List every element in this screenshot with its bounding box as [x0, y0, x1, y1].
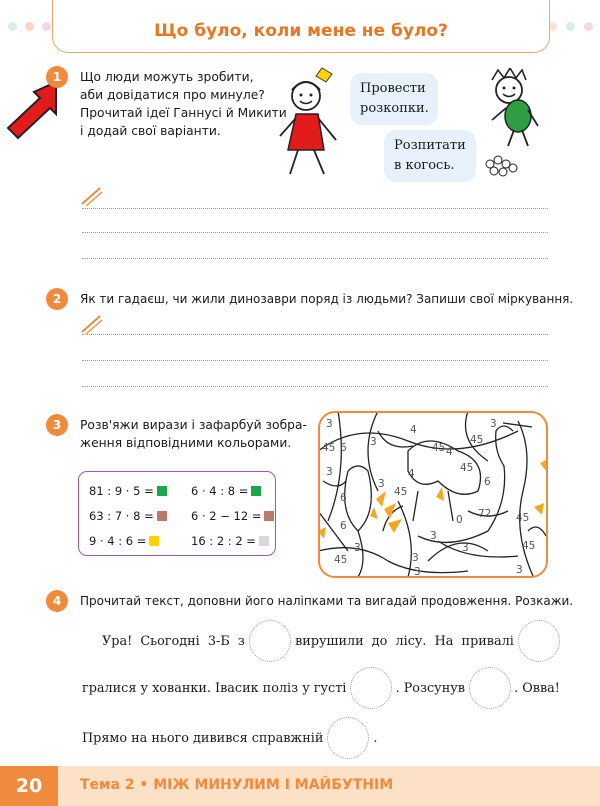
- dinosaur-coloring-picture[interactable]: [318, 411, 548, 578]
- story-line-3: [82, 716, 560, 760]
- page-number: 20: [0, 766, 58, 806]
- page-title: Що було, коли мене не було?: [154, 21, 448, 41]
- answer-line[interactable]: [82, 386, 548, 387]
- svg-text:45: 45: [460, 462, 474, 474]
- dot: [8, 22, 17, 31]
- story-text: .: [373, 730, 378, 746]
- task-number-1: 1: [46, 66, 68, 88]
- svg-text:3: 3: [378, 478, 385, 490]
- red-arrow-icon: [4, 78, 60, 140]
- bubble-line: Розпитати: [394, 138, 466, 153]
- color-swatch[interactable]: [259, 536, 269, 546]
- color-swatch[interactable]: [251, 486, 261, 496]
- bubble-line: розкопки.: [360, 101, 429, 116]
- task-1-line: і додай свої варіанти.: [80, 124, 221, 138]
- answer-line[interactable]: [82, 258, 548, 259]
- svg-text:3: 3: [490, 418, 497, 430]
- task-1-line: аби довідатися про минуле?: [80, 88, 265, 102]
- task-1-text: [80, 68, 287, 140]
- speech-bubble-2: [384, 130, 476, 182]
- story-text: вирушили до лісу. На привалі: [295, 633, 514, 649]
- dot: [566, 22, 575, 31]
- story-text: Прямо на нього дивився справжній: [82, 730, 324, 746]
- task-number-3: 3: [46, 414, 68, 436]
- svg-text:45: 45: [334, 554, 348, 566]
- svg-text:4: 4: [446, 446, 453, 458]
- bubble-line: в когось.: [394, 158, 455, 173]
- equation-text: 81 : 9 · 5 =: [89, 484, 154, 498]
- svg-text:6: 6: [340, 442, 347, 454]
- svg-text:45: 45: [322, 442, 336, 454]
- svg-text:3: 3: [326, 418, 333, 430]
- title-banner: [52, 0, 550, 53]
- boy-illustration: [478, 68, 548, 180]
- svg-text:3: 3: [462, 542, 469, 554]
- svg-text:4: 4: [408, 468, 415, 480]
- equation-text: 63 : 7 · 8 =: [89, 509, 154, 523]
- sticker-slot[interactable]: [518, 620, 560, 662]
- equation: [191, 484, 261, 498]
- svg-text:3: 3: [412, 552, 419, 564]
- task-1-line: Що люди можуть зробити,: [80, 70, 254, 84]
- equation: [191, 509, 274, 523]
- equation: [191, 534, 269, 548]
- svg-text:3: 3: [370, 436, 377, 448]
- svg-text:45: 45: [432, 442, 446, 454]
- color-swatch[interactable]: [149, 536, 159, 546]
- task-number-4: 4: [46, 590, 68, 612]
- svg-text:45: 45: [516, 512, 530, 524]
- svg-text:3: 3: [414, 566, 421, 578]
- sticker-slot[interactable]: [350, 667, 392, 709]
- speech-bubble-1: [350, 73, 438, 125]
- bubble-line: Провести: [360, 81, 426, 96]
- equation: [89, 509, 167, 523]
- svg-text:0: 0: [456, 514, 463, 526]
- svg-text:3: 3: [430, 530, 437, 542]
- color-swatch[interactable]: [264, 511, 274, 521]
- equation-text: 16 : 2 : 2 =: [191, 534, 256, 548]
- svg-text:3: 3: [326, 466, 333, 478]
- story-line-1: [82, 619, 560, 663]
- svg-text:3: 3: [354, 542, 361, 554]
- pencil-icon: [80, 184, 104, 206]
- story-text: Ура! Сьогодні 3-Б з: [102, 633, 245, 649]
- sticker-slot[interactable]: [249, 620, 291, 662]
- svg-text:3: 3: [516, 564, 523, 576]
- story-text: гралися у хованки. Івасик поліз у густі: [82, 680, 347, 696]
- girl-illustration: [276, 64, 346, 182]
- answer-line[interactable]: [82, 232, 548, 233]
- story-text: . Розсунув: [395, 680, 465, 696]
- task-number-2: 2: [46, 288, 68, 310]
- equation: [89, 534, 159, 548]
- task-4-text: Прочитай текст, доповни його наліпками та вигадай продовження. Розкажи.: [80, 594, 574, 608]
- dot: [25, 22, 34, 31]
- answer-line[interactable]: [82, 208, 548, 209]
- dot: [42, 22, 51, 31]
- color-swatch[interactable]: [157, 511, 167, 521]
- dot: [584, 22, 593, 31]
- equation: [89, 484, 167, 498]
- svg-text:45: 45: [470, 434, 484, 446]
- equation-text: 6 · 2 − 12 =: [191, 509, 262, 523]
- color-swatch[interactable]: [157, 486, 167, 496]
- story-line-2: [82, 666, 560, 710]
- equation-text: 9 · 4 : 6 =: [89, 534, 147, 548]
- svg-text:72: 72: [478, 508, 492, 520]
- svg-text:45: 45: [394, 486, 408, 498]
- story-text: . Овва!: [514, 680, 560, 696]
- svg-text:4: 4: [410, 424, 417, 436]
- footer-topic: Тема 2 • МІЖ МИНУЛИМ І МАЙБУТНІМ: [80, 777, 394, 793]
- svg-text:6: 6: [340, 520, 347, 532]
- answer-line[interactable]: [82, 360, 548, 361]
- task-2-text: Як ти гадаєш, чи жили динозаври поряд із людьми? Запиши свої міркування.: [80, 292, 574, 306]
- svg-text:45: 45: [522, 540, 536, 552]
- equation-text: 6 · 4 : 8 =: [191, 484, 249, 498]
- task-3-text: [80, 416, 307, 452]
- svg-text:6: 6: [340, 492, 347, 504]
- svg-text:6: 6: [484, 476, 491, 488]
- answer-line[interactable]: [82, 334, 548, 335]
- expressions-box: [78, 471, 276, 556]
- sticker-slot[interactable]: [327, 717, 369, 759]
- task-1-line: Прочитай ідеї Ганнусі й Микити: [80, 106, 287, 120]
- pencil-icon: [80, 312, 104, 334]
- sticker-slot[interactable]: [469, 667, 511, 709]
- task-3-line: Розв'яжи вирази і зафарбуй зобра-: [80, 418, 307, 432]
- task-3-line: ження відповідними кольорами.: [80, 436, 292, 450]
